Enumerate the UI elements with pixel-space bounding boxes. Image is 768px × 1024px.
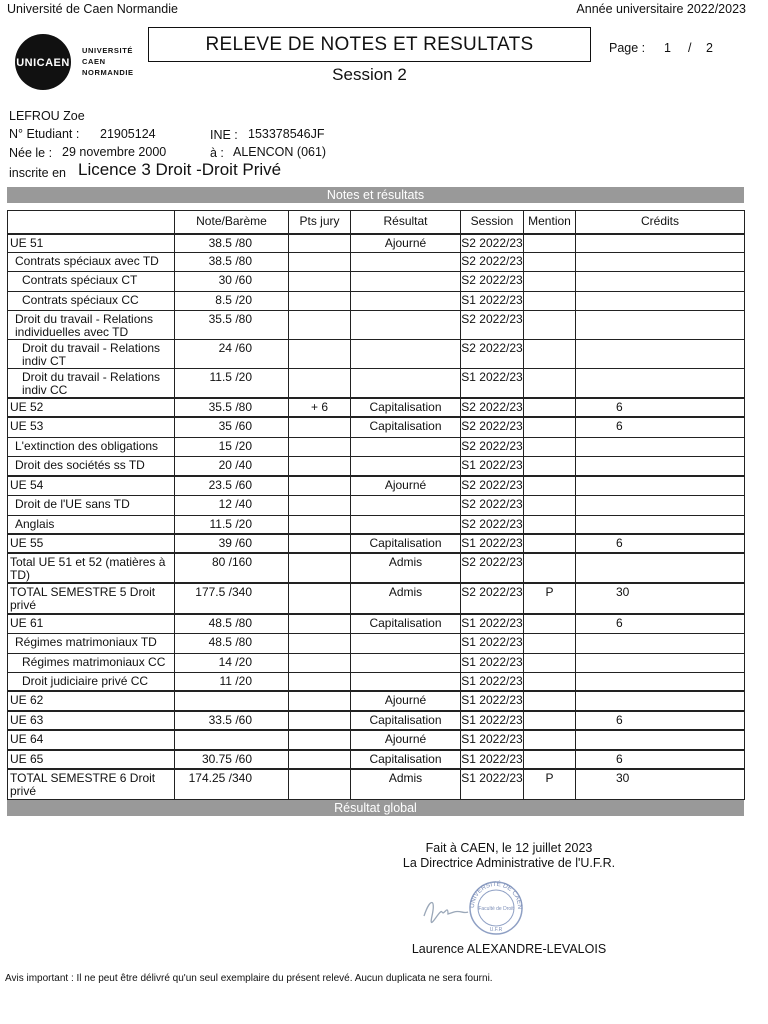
result-cell: Capitalisation (351, 534, 461, 553)
result-cell: Capitalisation (351, 750, 461, 769)
session-cell: S2 2022/23 (461, 417, 524, 437)
enrolled-label: inscrite en (9, 166, 66, 180)
note-cell: 30.75 /60 (175, 750, 289, 769)
mention-cell (524, 730, 576, 750)
session-cell: S1 2022/23 (461, 292, 524, 311)
table-row (8, 730, 745, 750)
note-cell: 23.5 /60 (175, 476, 289, 495)
mention-cell (524, 476, 576, 495)
mention-cell (524, 553, 576, 583)
course-cell: Droit de l'UE sans TD (8, 495, 175, 515)
session-cell: S1 2022/23 (461, 614, 524, 633)
session-cell: S2 2022/23 (461, 437, 524, 456)
note-cell (175, 691, 289, 711)
page-label: Page : (609, 41, 646, 55)
mention-cell (524, 234, 576, 253)
mention-cell (524, 437, 576, 456)
stamp-inner-text: Faculté de Droit (478, 906, 514, 912)
credits-cell (576, 311, 745, 340)
ine-label: INE : (210, 128, 238, 142)
session-cell: S2 2022/23 (461, 311, 524, 340)
page-current: 1 (664, 41, 671, 55)
credits-cell (576, 292, 745, 311)
credits-cell: 6 (576, 534, 745, 553)
logo-line-2: CAEN (82, 57, 106, 66)
session-cell: S2 2022/23 (461, 476, 524, 495)
result-cell: Ajourné (351, 691, 461, 711)
student-id-label: N° Etudiant : (9, 127, 80, 141)
mention-cell (524, 534, 576, 553)
course-cell: Total UE 51 et 52 (matières à TD) (8, 553, 175, 583)
result-cell: Admis (351, 583, 461, 614)
table-row (8, 672, 745, 691)
table-row (8, 495, 745, 515)
note-cell: 80 /160 (175, 553, 289, 583)
mention-cell (524, 417, 576, 437)
course-cell: UE 65 (8, 750, 175, 769)
credits-cell (576, 691, 745, 711)
mention-cell (524, 495, 576, 515)
course-cell: Droit des sociétés ss TD (8, 456, 175, 476)
course-cell: Contrats spéciaux CC (8, 292, 175, 311)
course-cell: Droit du travail - Relations indiv CT (8, 340, 175, 369)
header-note: Note/Barème (175, 211, 289, 234)
course-cell: UE 63 (8, 711, 175, 730)
mention-cell (524, 456, 576, 476)
header-session: Session (461, 211, 524, 234)
jury-points-cell (289, 311, 351, 340)
course-cell: L'extinction des obligations (8, 437, 175, 456)
signatory-name: Laurence ALEXANDRE-LEVALOIS (411, 942, 607, 956)
session-cell: S2 2022/23 (461, 272, 524, 292)
mention-cell (524, 398, 576, 417)
session-cell: S2 2022/23 (461, 253, 524, 272)
jury-points-cell (289, 340, 351, 369)
result-cell (351, 340, 461, 369)
page-separator: / (688, 41, 692, 55)
table-row (8, 614, 745, 633)
mention-cell (524, 711, 576, 730)
jury-points-cell (289, 495, 351, 515)
result-cell: Admis (351, 553, 461, 583)
birth-date-value: 29 novembre 2000 (62, 145, 167, 159)
note-cell: 35.5 /80 (175, 311, 289, 340)
jury-points-cell (289, 476, 351, 495)
result-cell: Capitalisation (351, 711, 461, 730)
credits-cell (576, 340, 745, 369)
session-cell: S1 2022/23 (461, 750, 524, 769)
course-cell: Régimes matrimoniaux CC (8, 653, 175, 672)
table-row (8, 476, 745, 495)
note-cell: 11.5 /20 (175, 515, 289, 534)
student-name: LEFROU Zoe (9, 109, 85, 123)
note-cell: 20 /40 (175, 456, 289, 476)
result-cell (351, 495, 461, 515)
course-cell: UE 54 (8, 476, 175, 495)
jury-points-cell (289, 553, 351, 583)
table-row (8, 417, 745, 437)
table-row (8, 253, 745, 272)
credits-cell (576, 234, 745, 253)
result-cell (351, 369, 461, 399)
table-header-row (8, 211, 745, 234)
result-cell (351, 456, 461, 476)
header-course (8, 211, 175, 234)
mention-cell (524, 340, 576, 369)
note-cell (175, 730, 289, 750)
note-cell: 14 /20 (175, 653, 289, 672)
program-name: Licence 3 Droit -Droit Privé (78, 160, 282, 179)
table-row (8, 398, 745, 417)
course-cell: UE 51 (8, 234, 175, 253)
page-total: 2 (706, 41, 713, 55)
university-logo (14, 33, 144, 91)
note-cell: 33.5 /60 (175, 711, 289, 730)
credits-cell: 6 (576, 750, 745, 769)
note-cell: 35.5 /80 (175, 398, 289, 417)
note-cell: 38.5 /80 (175, 253, 289, 272)
jury-points-cell (289, 534, 351, 553)
result-cell: Capitalisation (351, 417, 461, 437)
result-cell: Admis (351, 769, 461, 799)
table-row (8, 311, 745, 340)
result-cell (351, 672, 461, 691)
note-cell: 48.5 /80 (175, 633, 289, 653)
session-cell: S1 2022/23 (461, 456, 524, 476)
grades-table (7, 210, 745, 800)
mention-cell (524, 515, 576, 534)
stamp-arc-text: UNIVERSITÉ DE CAEN (468, 880, 524, 910)
credits-cell: 6 (576, 614, 745, 633)
course-cell: Contrats spéciaux CT (8, 272, 175, 292)
mention-cell (524, 633, 576, 653)
notes-section-band: Notes et résultats (7, 187, 744, 203)
credits-cell (576, 672, 745, 691)
course-cell: UE 64 (8, 730, 175, 750)
logo-mark: UNICAEN (16, 57, 70, 69)
table-row (8, 340, 745, 369)
table-row (8, 769, 745, 799)
student-id-value: 21905124 (100, 127, 156, 141)
course-cell: TOTAL SEMESTRE 6 Droit privé (8, 769, 175, 799)
result-cell (351, 653, 461, 672)
credits-cell (576, 369, 745, 399)
jury-points-cell (289, 769, 351, 799)
jury-points-cell (289, 417, 351, 437)
global-result-band: Résultat global (7, 800, 744, 816)
birth-date-label: Née le : (9, 146, 53, 160)
jury-points-cell (289, 653, 351, 672)
credits-cell: 6 (576, 417, 745, 437)
jury-points-cell (289, 730, 351, 750)
credits-cell: 30 (576, 769, 745, 799)
credits-cell (576, 456, 745, 476)
mention-cell (524, 672, 576, 691)
mention-cell (524, 750, 576, 769)
credits-cell (576, 730, 745, 750)
signature-and-stamp (418, 876, 530, 938)
result-cell (351, 437, 461, 456)
session-cell: S2 2022/23 (461, 583, 524, 614)
result-cell (351, 292, 461, 311)
credits-cell (576, 272, 745, 292)
note-cell: 8.5 /20 (175, 292, 289, 311)
university-name: Université de Caen Normandie (7, 2, 178, 16)
mention-cell: P (524, 583, 576, 614)
jury-points-cell: + 6 (289, 398, 351, 417)
jury-points-cell (289, 583, 351, 614)
session-cell: S1 2022/23 (461, 653, 524, 672)
ine-value: 153378546JF (248, 127, 325, 141)
jury-points-cell (289, 614, 351, 633)
note-cell: 177.5 /340 (175, 583, 289, 614)
course-cell: Droit du travail - Relations indiv CC (8, 369, 175, 399)
credits-cell: 6 (576, 711, 745, 730)
note-cell: 38.5 /80 (175, 234, 289, 253)
jury-points-cell (289, 456, 351, 476)
credits-cell: 30 (576, 583, 745, 614)
table-row (8, 437, 745, 456)
jury-points-cell (289, 253, 351, 272)
jury-points-cell (289, 515, 351, 534)
result-cell (351, 311, 461, 340)
note-cell: 48.5 /80 (175, 614, 289, 633)
session-cell: S2 2022/23 (461, 553, 524, 583)
credits-cell (576, 553, 745, 583)
table-row (8, 456, 745, 476)
stamp-bottom-text: U.F.R (489, 927, 503, 933)
jury-points-cell (289, 633, 351, 653)
result-cell (351, 633, 461, 653)
table-row (8, 534, 745, 553)
jury-points-cell (289, 750, 351, 769)
note-cell: 15 /20 (175, 437, 289, 456)
table-row (8, 272, 745, 292)
credits-cell (576, 437, 745, 456)
place-and-date: Fait à CAEN, le 12 juillet 2023 (425, 841, 593, 855)
note-cell: 174.25 /340 (175, 769, 289, 799)
signature-mark (424, 903, 468, 923)
session-label: Session 2 (332, 65, 407, 84)
header-credits: Crédits (576, 211, 745, 234)
birth-place-value: ALENCON (061) (233, 145, 327, 159)
birth-place-label: à : (210, 146, 224, 160)
result-cell: Ajourné (351, 476, 461, 495)
course-cell: UE 52 (8, 398, 175, 417)
note-cell: 35 /60 (175, 417, 289, 437)
course-cell: Droit du travail - Relations individuelles avec TD (8, 311, 175, 340)
important-notice: Avis important : Il ne peut être délivré qu'un seul exemplaire du présent relevé. Aucun duplicata ne sera fourni. (5, 973, 493, 984)
credits-cell (576, 515, 745, 534)
note-cell: 30 /60 (175, 272, 289, 292)
mention-cell: P (524, 769, 576, 799)
course-cell: Droit judiciaire privé CC (8, 672, 175, 691)
course-cell: UE 55 (8, 534, 175, 553)
result-cell: Ajourné (351, 234, 461, 253)
session-cell: S1 2022/23 (461, 769, 524, 799)
course-cell: Régimes matrimoniaux TD (8, 633, 175, 653)
credits-cell (576, 476, 745, 495)
jury-points-cell (289, 672, 351, 691)
result-cell: Ajourné (351, 730, 461, 750)
credits-cell (576, 253, 745, 272)
session-cell: S2 2022/23 (461, 398, 524, 417)
session-cell: S1 2022/23 (461, 711, 524, 730)
session-cell: S1 2022/23 (461, 691, 524, 711)
credits-cell (576, 495, 745, 515)
session-cell: S1 2022/23 (461, 369, 524, 399)
jury-points-cell (289, 272, 351, 292)
table-row (8, 234, 745, 253)
result-cell (351, 253, 461, 272)
table-row (8, 750, 745, 769)
jury-points-cell (289, 711, 351, 730)
mention-cell (524, 292, 576, 311)
course-cell: Contrats spéciaux avec TD (8, 253, 175, 272)
session-cell: S2 2022/23 (461, 495, 524, 515)
mention-cell (524, 691, 576, 711)
jury-points-cell (289, 691, 351, 711)
table-row (8, 553, 745, 583)
table-row (8, 711, 745, 730)
table-row (8, 633, 745, 653)
result-cell: Capitalisation (351, 614, 461, 633)
course-cell: UE 53 (8, 417, 175, 437)
mention-cell (524, 653, 576, 672)
credits-cell: 6 (576, 398, 745, 417)
result-cell (351, 515, 461, 534)
jury-points-cell (289, 234, 351, 253)
course-cell: UE 61 (8, 614, 175, 633)
header-result: Résultat (351, 211, 461, 234)
course-cell: Anglais (8, 515, 175, 534)
session-cell: S2 2022/23 (461, 234, 524, 253)
credits-cell (576, 633, 745, 653)
mention-cell (524, 311, 576, 340)
session-cell: S2 2022/23 (461, 340, 524, 369)
table-row (8, 369, 745, 399)
document-title: RELEVE DE NOTES ET RESULTATS (148, 27, 591, 62)
session-cell: S1 2022/23 (461, 534, 524, 553)
note-cell: 39 /60 (175, 534, 289, 553)
session-cell: S2 2022/23 (461, 515, 524, 534)
academic-year: Année universitaire 2022/2023 (576, 2, 746, 16)
note-cell: 11 /20 (175, 672, 289, 691)
result-cell (351, 272, 461, 292)
table-row (8, 653, 745, 672)
mention-cell (524, 272, 576, 292)
jury-points-cell (289, 369, 351, 399)
table-row (8, 583, 745, 614)
mention-cell (524, 369, 576, 399)
note-cell: 11.5 /20 (175, 369, 289, 399)
signatory-title: La Directrice Administrative de l'U.F.R. (402, 856, 616, 870)
jury-points-cell (289, 437, 351, 456)
course-cell: TOTAL SEMESTRE 5 Droit privé (8, 583, 175, 614)
note-cell: 24 /60 (175, 340, 289, 369)
logo-line-3: NORMANDIE (82, 68, 134, 77)
session-cell: S1 2022/23 (461, 672, 524, 691)
logo-line-1: UNIVERSITÉ (82, 46, 134, 55)
mention-cell (524, 253, 576, 272)
jury-points-cell (289, 292, 351, 311)
table-row (8, 292, 745, 311)
mention-cell (524, 614, 576, 633)
session-cell: S1 2022/23 (461, 730, 524, 750)
course-cell: UE 62 (8, 691, 175, 711)
header-jury-points: Pts jury (289, 211, 351, 234)
credits-cell (576, 653, 745, 672)
note-cell: 12 /40 (175, 495, 289, 515)
session-cell: S1 2022/23 (461, 633, 524, 653)
result-cell: Capitalisation (351, 398, 461, 417)
table-row (8, 515, 745, 534)
table-row (8, 691, 745, 711)
header-mention: Mention (524, 211, 576, 234)
